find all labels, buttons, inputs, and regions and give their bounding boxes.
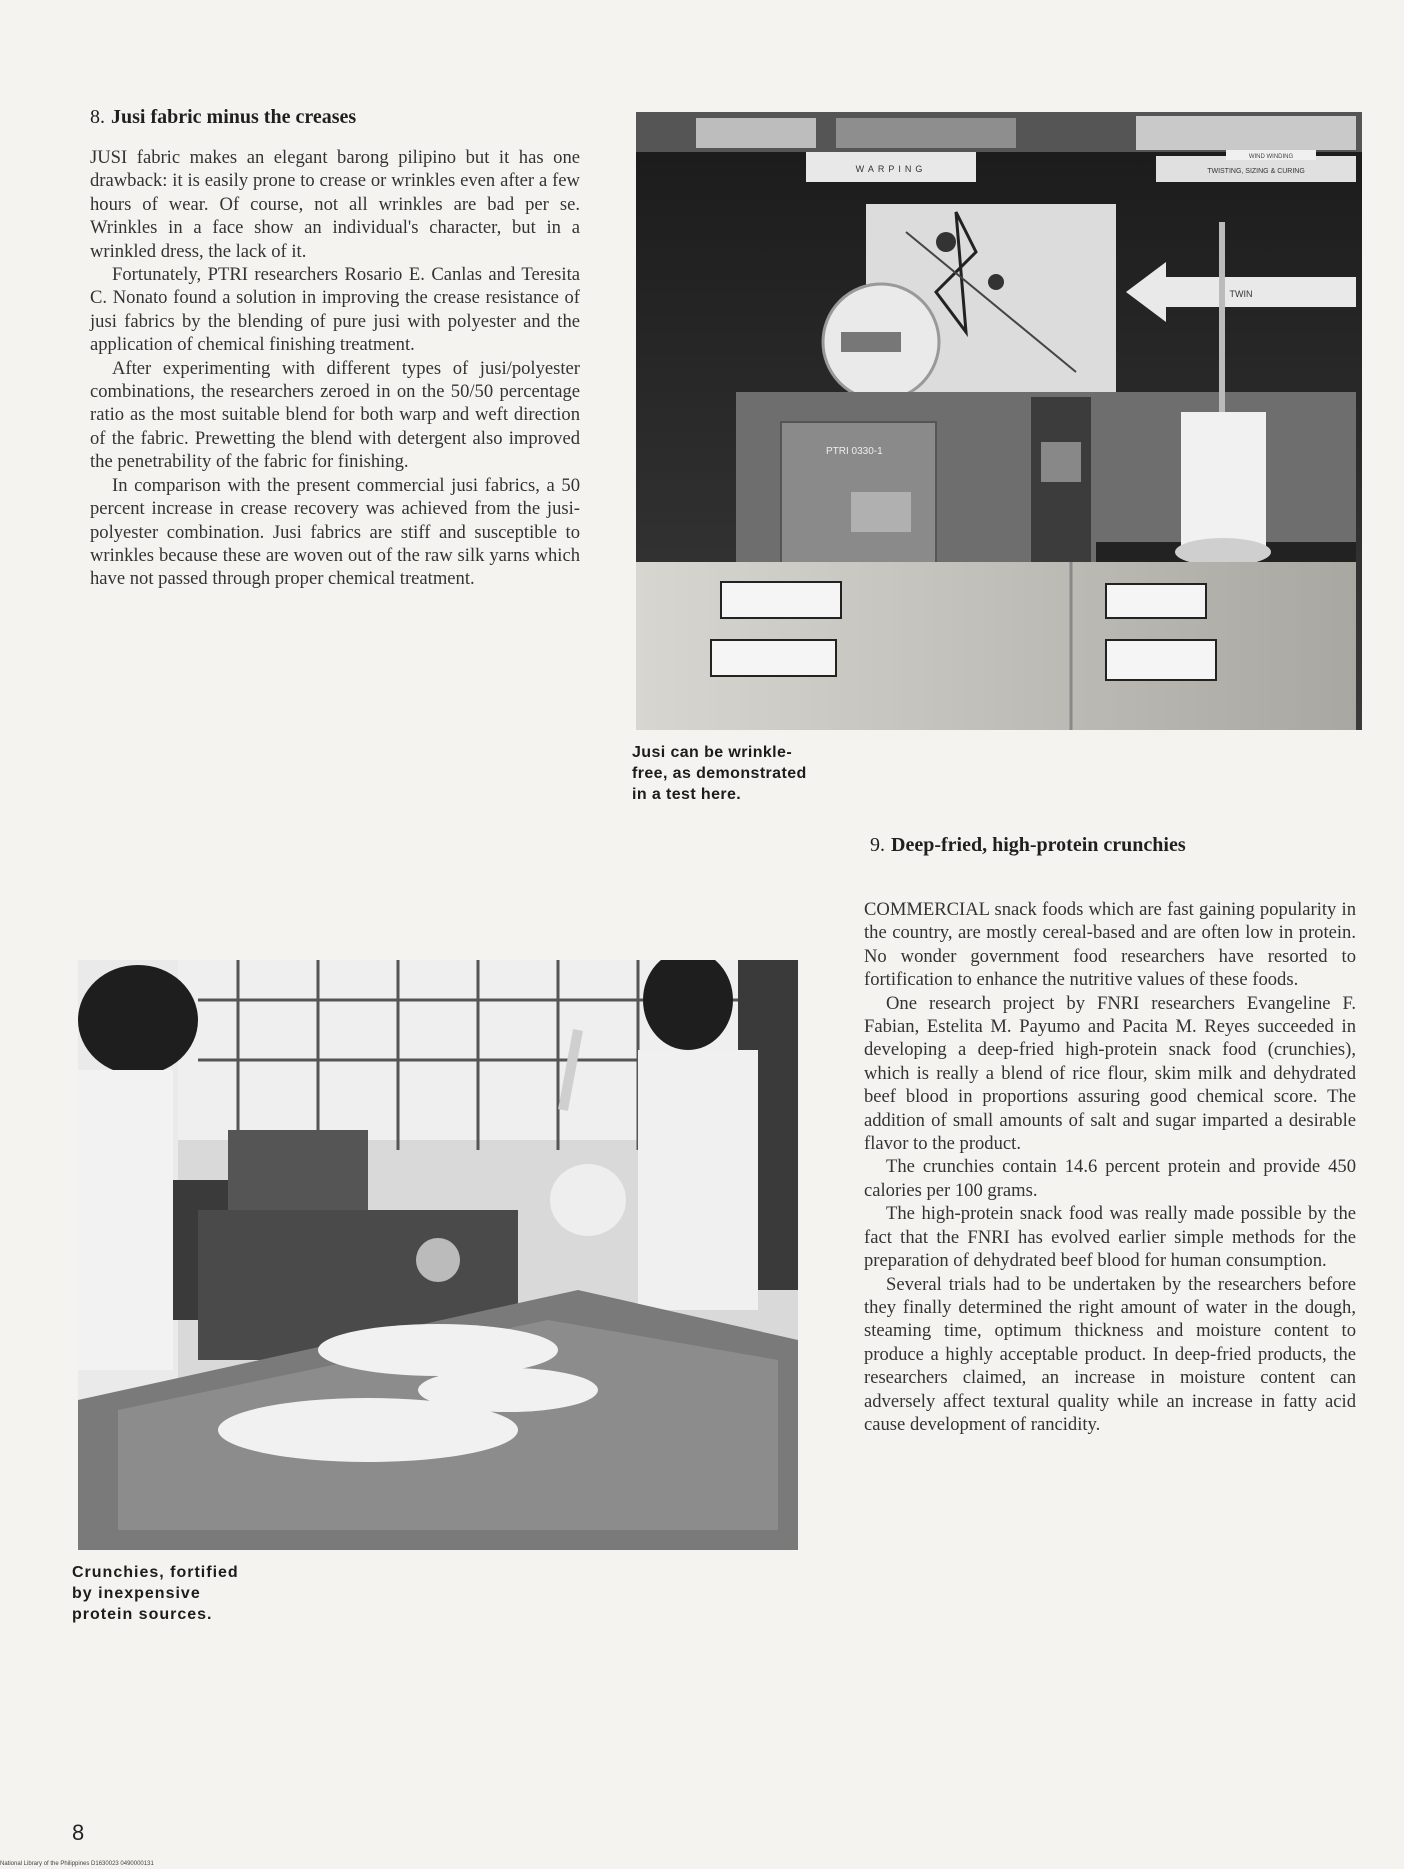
photo-crunchies [78, 960, 798, 1550]
article-1-number: 8. [90, 106, 105, 128]
article-1-paragraph: After experimenting with different types of jusi/polyester combinations, the researchers zeroed in on the 50/50 percentage ratio as the most suitable blend for both warp and weft direction of the fabric. Prewetting the blend with detergent also improved the penetrability of the fabric for finishing. [90, 357, 580, 473]
photo-1-caption: Jusi can be wrinkle-free, as demonstrated in a test here. [632, 744, 807, 803]
article-2-number: 9. [870, 834, 885, 856]
article-2-paragraph: Several trials had to be undertaken by the researchers before they finally determined the right amount of water in the dough, steaming time, optimum thickness and moisture content to produce a highly acceptable product. In deep-fried products, the researchers claimed, an increase in moisture content can adversely affect textural quality while an increase in fatty acid cause development of rancidity. [864, 1273, 1356, 1435]
article-2-paragraph: The high-protein snack food was really made possible by the fact that the FNRI has evolved earlier simple methods for the preparation of dehydrated beef blood for human consumption. [864, 1203, 1356, 1272]
crunchies-illustration [78, 960, 798, 1550]
page-number: 8 [72, 1820, 85, 1845]
article-1-paragraph: Fortunately, PTRI researchers Rosario E. Canlas and Teresita C. Nonato found a solution in improving the crease resistance of jusi fabrics by the blending of pure jusi with polyester and the application of chemical finishing treatment. [90, 264, 580, 356]
article-2-heading [870, 832, 1230, 858]
article-1-heading [90, 104, 590, 130]
article-2-paragraph: The crunchies contain 14.6 percent protein and provide 450 calories per 100 grams. [864, 1156, 1356, 1201]
article-2-body [864, 898, 1356, 1436]
article-2-paragraph: COMMERCIAL snack foods which are fast gaining popularity in the country, are mostly cereal-based and are often low in protein. No wonder government food researchers have resorted to fortification to enhance the nutritive values of these foods. [864, 899, 1356, 991]
arrow-label: TWIN [1229, 289, 1253, 299]
machine-label: PTRI 0330-1 [826, 446, 883, 457]
jusi-test-illustration [636, 112, 1362, 730]
photo-2-caption: Crunchies, fortified by inexpensive protein sources. [72, 1564, 239, 1623]
article-2-paragraph: One research project by FNRI researchers Evangeline F. Fabian, Estelita M. Payumo and Pacita M. Reyes succeeded in developing a deep-fried high-protein snack food (crunchies), which is really a blend of rice flour, skim milk and dehydrated beef blood in proportions assuring good chemical score. The addition of small amounts of salt and sugar imparted a desirable flavor to the product. [864, 992, 1356, 1155]
article-1-paragraph: JUSI fabric makes an elegant barong pilipino but it has one drawback: it is easily prone to crease or wrinkles even after a few hours of wear. Of course, not all wrinkles are bad per se. Wrinkles in a face show an individual's character, but in a wrinkled dress, the lack of it. [90, 147, 580, 262]
sign-twisting: TWISTING, SIZING & CURING [1207, 168, 1305, 175]
article-2-title: Deep-fried, high-protein crunchies [891, 834, 1186, 856]
sign-warping: WARPING [855, 164, 927, 174]
footer-text: National Library of the Philippines D1630023 0490000131 [0, 1861, 154, 1867]
article-1-title: Jusi fabric minus the creases [111, 106, 357, 128]
sign-small: WIND WINDING [1248, 154, 1294, 160]
article-1-paragraph: In comparison with the present commercial jusi fabrics, a 50 percent increase in crease recovery was achieved from the jusi-polyester combination. Jusi fabrics are stiff and susceptible to wrinkles because these are woven out of the raw silk yarns which have not passed through proper chemical treatment. [90, 474, 580, 590]
article-1-body [90, 146, 580, 591]
photo-jusi-test [636, 112, 1362, 730]
